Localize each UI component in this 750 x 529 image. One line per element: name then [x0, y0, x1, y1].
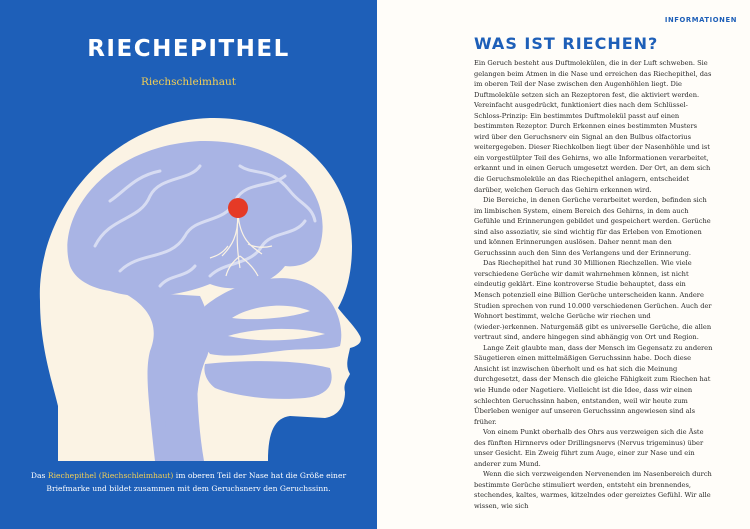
right-page — [377, 0, 750, 529]
section-tag: INFORMATIONEN — [664, 16, 737, 24]
section-heading: WAS IST RIECHEN? — [474, 34, 659, 53]
illustration-caption — [22, 470, 355, 495]
paragraph: Ein Geruch besteht aus Duftmolekülen, die in der Luft schweben. Sie gelangen beim Atmen in die Nase und erreichen das Riechepithel, das im oberen Teil der Nase zwischen den Augenhöhlen liegt. Die Duftmoleküle setzen sich an Rezeptoren fest, die aktiviert werden. Vereinfacht ausgedrückt, funktioniert dies nach dem Schlüssel-Schloss-Prinzip: Ein bestimmtes Duftmolekül passt auf einen bestimmten Rezeptor. Durch Erkennen eines bestimmten Musters wird über den Geruchsnerv ein Signal an den Bulbus olfactorius weitergegeben. Dieser Riechkolben liegt über der Nasenhöhle und ist ein vorgestülpter Teil des Gehirns, wo alle Informationen verarbeitet, erkannt und in einen Geruch umgesetzt werden. Der Ort, an dem sich die Geruchsmoleküle an das Riechepithel anlagern, entscheidet darüber, welchen Geruch das Gehirn erkennen wird. — [474, 59, 712, 194]
olfactory-epithelium-marker — [228, 198, 248, 218]
caption-text-pre: Das — [30, 471, 48, 480]
paragraph: Wenn die sich verzweigenden Nervenenden im Nasenbereich durch bestimmte Gerüche stimuliert werden, entsteht ein brennendes, stechendes, kaltes, warmes, kitzelndes oder gereiztes Gefühl. Wir alle wissen, wie sich — [474, 470, 712, 510]
paragraph: Das Riechepithel hat rund 30 Millionen Riechzellen. Wie viele verschiedene Gerüche wir damit wahrnehmen können, ist nicht eindeutig geklärt. Eine kontroverse Studie behauptet, dass ein Mensch potenziell eine Billion Gerüche unterscheiden kann. Andere Studien sprechen von rund 10.000 verschiedenen Gerüchen. Auch der Wohnort bestimmt, welche Gerüche wir riechen und (wieder-)erkennen. Naturgemäß gibt es universelle Gerüche, die allen vertraut sind, andere hingegen sind abhängig von Ort und Region. — [474, 259, 712, 342]
page-subtitle: Riechschleimhaut — [140, 76, 237, 88]
page-title: RIECHEPITHEL — [87, 36, 290, 62]
caption-highlight: Riechepithel (Riechschleimhaut) — [47, 471, 174, 480]
head-cross-section-illustration — [0, 96, 377, 461]
paragraph: Lange Zeit glaubte man, dass der Mensch im Gegensatz zu anderen Säugetieren einen mittelmäßigen Geruchssinn habe. Doch diese Ansicht ist inzwischen überholt und es hat sich die Meinung durchgesetzt, dass der Mensch die gleiche Fähigkeit zum Riechen hat wie Hunde oder Nagetiere. Vielleicht ist die Idee, dass wir einen schlechten Geruchssinn haben, entstanden, weil wir heute zum Überleben weniger auf unseren Geruchssinn angewiesen sind als früher. — [474, 343, 713, 426]
caption-text-post: im oberen Teil der Nase hat die Größe einer Briefmarke und bildet zusammen mit dem Geruchsnerv den Geruchssinn. — [46, 471, 347, 493]
body-text — [474, 58, 714, 512]
paragraph: Die Bereiche, in denen Gerüche verarbeitet werden, befinden sich im limbischen System, einem Bereich des Gehirns, in dem auch Gefühle und Erinnerungen gebildet und gespeichert werden. Gerüche sind also assoziativ, sie sind wichtig für das Erleben von Emotionen und können Erinnerungen auslösen. Daher nennt man den Geruchssinn auch den Sinn des Verlangens und der Erinnerung. — [474, 196, 711, 257]
paragraph: Von einem Punkt oberhalb des Ohrs aus verzweigen sich die Äste des fünften Hirnnervs oder Drillingsnervs (Nervus trigeminus) über unser Gesicht. Ein Zweig führt zum Auge, einer zur Nase und ein anderer zum Mund. — [474, 428, 704, 468]
